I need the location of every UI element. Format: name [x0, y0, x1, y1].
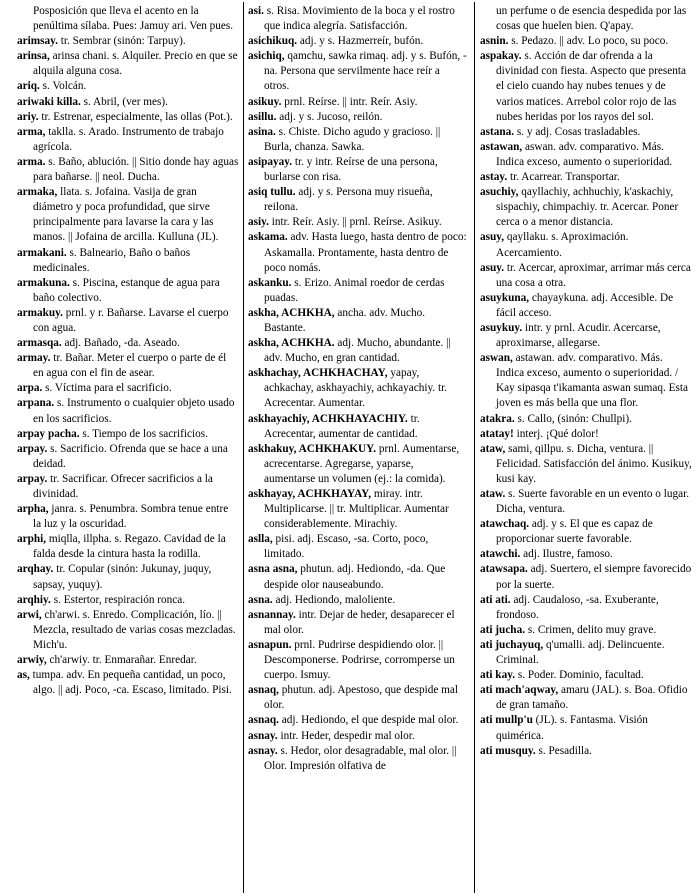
entry-headword: arqhiy.	[17, 593, 51, 606]
entry-definition: q'umalli. adj. Delincuente. Criminal.	[496, 638, 665, 667]
entry-definition: Posposición que lleva el acento en la penúltima sílaba. Pues: Jamuy ari. Ven pues.	[33, 5, 234, 33]
entry-definition: adj. Mucho, abundante. || adv. Mucho, en gran cantidad.	[264, 337, 451, 365]
entry-definition: adj. y s. Hazmerreír, bufón.	[297, 35, 424, 48]
entry-definition: s. Hedor, olor desagradable, mal olor. || Olor. Impresión olfativa de	[264, 744, 457, 772]
dictionary-entry	[248, 713, 467, 728]
dictionary-entry	[480, 517, 692, 547]
dictionary-entry	[17, 276, 239, 306]
entry-definition: s. Sacrificio. Ofrenda que se hace a una deidad.	[33, 442, 228, 470]
entry-headword: arpha,	[17, 503, 49, 516]
dictionary-entry	[17, 336, 239, 351]
entry-definition: arinsa chani. s. Alquiler. Precio en que se alquila alguna cosa.	[33, 50, 238, 78]
dictionary-entry	[248, 34, 467, 49]
entry-headword: asichiq,	[248, 50, 285, 63]
entry-definition: phutun. adj. Apestoso, que despide mal olor.	[264, 684, 459, 712]
dictionary-entry	[248, 125, 467, 155]
entry-definition: ancha. adv. Mucho. Bastante.	[264, 306, 426, 334]
dictionary-entry	[17, 442, 239, 472]
entry-headword: asiq tullu.	[248, 186, 296, 199]
entry-headword: armasqa.	[17, 337, 62, 350]
dictionary-entry	[17, 427, 239, 442]
dictionary-entry	[480, 230, 692, 260]
dictionary-entry	[17, 79, 239, 94]
entry-headword: ati mullp'u	[480, 714, 533, 727]
entry-definition: yapay, achkachay, askhayachiy, achkayachiy. tr. Acrecentar. Aumentar.	[264, 367, 448, 410]
entry-definition: s. Baño, ablución. || Sitio donde hay aguas para bañarse. || neol. Ducha.	[33, 155, 239, 184]
dictionary-entry	[248, 276, 467, 306]
entry-headword: atawchi.	[480, 548, 521, 561]
entry-headword: askanku.	[248, 276, 292, 289]
entry-definition: intr. Dejar de heder, desaparecer el mal olor.	[264, 608, 455, 636]
entry-definition: tr. Copular (sinón: Jukunay, juquy, sapsay, yuquy).	[33, 563, 212, 591]
entry-definition: s. Pesadilla.	[535, 744, 592, 757]
entry-definition: s. Suerte favorable en un evento o lugar. Dicha, ventura.	[496, 488, 690, 516]
entry-definition: adv. Hasta luego, hasta dentro de poco: Askamalla. Prontamente, hasta dentro de poco nomás.	[264, 231, 467, 274]
dictionary-entry	[17, 49, 239, 79]
entry-headword: armaka,	[17, 186, 58, 199]
entry-headword: asichikuq.	[248, 35, 298, 48]
entry-headword: astawan,	[480, 140, 523, 153]
dictionary-entry	[480, 351, 692, 411]
entry-headword: askhayachiy, ACHKHAYACHIY.	[248, 412, 408, 425]
entry-definition: s. Estertor, respiración ronca.	[50, 593, 186, 606]
entry-definition: tumpa. adv. En pequeña cantidad, un poco, algo. || adj. Poco, -ca. Escaso, limitado. Pisi.	[29, 669, 232, 697]
entry-definition: janra. s. Penumbra. Sombra tenue entre la luz y la oscuridad.	[33, 503, 229, 531]
entry-definition: miray. intr. Multiplicarse. || tr. Multiplicar. Aumentar considerablemente. Mirachiy.	[264, 488, 449, 531]
dictionary-entry	[248, 487, 467, 532]
entry-headword: aswan,	[480, 352, 513, 365]
entry-definition: adj. y s. Persona muy risueña, reilona.	[264, 186, 433, 214]
entry-definition: s. Risa. Movimiento de la boca y el rostro que indica alegría. Satisfacción.	[263, 5, 455, 33]
entry-headword: arpay.	[17, 472, 48, 485]
dictionary-entry	[480, 683, 692, 713]
dictionary-entry	[17, 381, 239, 396]
entry-definition: intr. Heder, despedir mal olor.	[277, 729, 415, 742]
dictionary-entry	[248, 215, 467, 230]
entry-headword: atawsapa.	[480, 563, 528, 576]
entry-headword: asna asna,	[248, 563, 298, 576]
entry-definition: s. Pedazo. || adv. Lo poco, su poco.	[508, 35, 669, 48]
entry-headword: ariwaki killa.	[17, 95, 81, 108]
dictionary-entry	[17, 396, 239, 426]
entry-headword: armakani.	[17, 246, 67, 259]
dictionary-entry	[248, 306, 467, 336]
entry-definition: adj. Hediondo, el que despide mal olor.	[278, 714, 459, 727]
dictionary-entry	[248, 593, 467, 608]
entry-definition: phutun. adj. Hediondo, -da. Que despide olor nauseabundo.	[264, 563, 446, 591]
dictionary-column-1	[17, 4, 239, 698]
column-divider	[474, 2, 475, 893]
dictionary-entry	[17, 608, 239, 653]
entry-definition: un perfume o de esencia despedida por las cosas que huelen bien. Q'apay.	[496, 5, 687, 33]
entry-headword: arinsa,	[17, 50, 50, 63]
dictionary-entry	[480, 442, 692, 487]
dictionary-entry	[480, 412, 692, 427]
dictionary-entry	[480, 623, 692, 638]
dictionary-entry	[17, 34, 239, 49]
entry-definition: ch'arwi. s. Enredo. Complicación, lío. || Mezcla, resultado de varias cosas mezcladas. Mich'u.	[33, 608, 236, 651]
entry-definition: llata. s. Jofaina. Vasija de gran diámetro y poca profundidad, que sirve principalmente para lavarse la cara y las manos. || Jofaina de arcilla. Kulluna (JL).	[33, 186, 219, 244]
entry-headword: asnay.	[248, 729, 278, 742]
entry-definition: s. Instrumento o cualquier objeto usado en los sacrificios.	[33, 397, 235, 425]
entry-definition: s. Crimen, delito muy grave.	[525, 623, 657, 636]
entry-headword: as,	[17, 669, 30, 682]
column-divider	[243, 2, 244, 893]
entry-headword: arma,	[17, 125, 46, 138]
dictionary-entry	[17, 502, 239, 532]
dictionary-column-2	[248, 4, 467, 774]
entry-definition: interj. ¡Qué dolor!	[513, 427, 599, 440]
entry-headword: arqhay.	[17, 563, 54, 576]
dictionary-entry	[248, 230, 467, 275]
entry-headword: asiy.	[248, 216, 269, 229]
entry-headword: arwi,	[17, 608, 42, 621]
entry-headword: aslla,	[248, 533, 273, 546]
entry-definition: chayaykuna. adj. Accesible. De fácil acceso.	[496, 291, 674, 319]
entry-headword: arpana.	[17, 397, 55, 410]
entry-headword: atakra.	[480, 412, 515, 425]
dictionary-entry	[480, 744, 692, 759]
entry-headword: armakuna.	[17, 276, 70, 289]
entry-definition: prnl. Aumentarse, acrecentarse. Agregarse, yaparse, aumentarse un volumen (ej.: la comida).	[264, 442, 460, 485]
dictionary-entry	[480, 140, 692, 170]
dictionary-entry	[480, 547, 692, 562]
entry-headword: astay.	[480, 171, 508, 184]
entry-headword: asikuy.	[248, 95, 282, 108]
entry-definition: adj. Ilustre, famoso.	[520, 548, 613, 561]
entry-headword: asina.	[248, 125, 276, 138]
dictionary-entry	[17, 155, 239, 185]
dictionary-entry	[480, 185, 692, 230]
entry-headword: ati juchayuq,	[480, 638, 544, 651]
dictionary-entry	[480, 261, 692, 291]
dictionary-entry	[480, 321, 692, 351]
entry-definition: s. Acción de dar ofrenda a la divinidad con fiesta. Aspecto que presenta el cielo cuando hay nubes tenues y de varios matices. Arrebol color rojo de las nubes heridas por los rayos del sol.	[496, 50, 686, 123]
dictionary-entry	[17, 185, 239, 245]
entry-headword: astana.	[480, 125, 515, 138]
dictionary-entry	[17, 110, 239, 125]
dictionary-entry	[17, 351, 239, 381]
entry-definition: amaru (JAL). s. Boa. Ofidio de gran tamaño.	[496, 684, 688, 712]
entry-headword: asipayay.	[248, 155, 293, 168]
entry-headword: atatay!	[480, 427, 514, 440]
dictionary-entry	[480, 487, 692, 517]
dictionary-entry	[248, 442, 467, 487]
entry-definition: s. Piscina, estanque de agua para baño colectivo.	[33, 276, 220, 304]
entry-headword: askhayay, ACHKHAYAY,	[248, 488, 372, 500]
entry-headword: asnay.	[248, 744, 278, 757]
entry-headword: arimsay.	[17, 35, 58, 48]
entry-headword: asuchiy,	[480, 186, 519, 199]
entry-headword: arpay pacha.	[17, 427, 80, 440]
entry-definition: taklla. s. Arado. Instrumento de trabajo agrícola.	[33, 125, 224, 153]
entry-headword: arpa.	[17, 382, 43, 395]
entry-headword: armay.	[17, 352, 51, 365]
dictionary-entry	[248, 4, 467, 34]
entry-headword: asuykuy.	[480, 321, 523, 334]
entry-headword: ati jucha.	[480, 623, 525, 636]
entry-definition: adj. Bañado, -da. Aseado.	[61, 337, 180, 350]
entry-headword: askhachay, ACHKHACHAY,	[248, 367, 388, 380]
dictionary-entry	[17, 246, 239, 276]
entry-definition: qayllaku. s. Aproximación. Acercamiento.	[496, 231, 629, 259]
entry-headword: arphi,	[17, 533, 47, 546]
entry-headword: asna.	[248, 593, 273, 606]
dictionary-entry	[480, 4, 692, 34]
dictionary-entry	[17, 472, 239, 502]
entry-headword: askha, ACHKHA,	[248, 306, 335, 319]
entry-definition: tr. Sacrificar. Ofrecer sacrificios a la divinidad.	[33, 472, 213, 500]
entry-definition: tr. Bañar. Meter el cuerpo o parte de él en agua con el fin de asear.	[33, 352, 227, 380]
entry-definition: s. Tiempo de los sacrificios.	[79, 427, 208, 440]
dictionary-entry	[248, 638, 467, 683]
entry-headword: ariy.	[17, 110, 39, 123]
dictionary-column-3	[480, 4, 692, 759]
dictionary-entry	[248, 729, 467, 744]
entry-definition: tr. Acarrear. Transportar.	[507, 171, 620, 184]
entry-definition: qamchu, sawka rimaq. adj. y s. Bufón, -na. Persona que servilmente hace reír a otros.	[264, 50, 467, 93]
entry-definition: (JL). s. Fantasma. Visión quimérica.	[496, 714, 648, 742]
entry-definition: s. Víctima para el sacrificio.	[42, 382, 172, 395]
dictionary-entry	[480, 593, 692, 623]
entry-headword: asnaq,	[248, 684, 279, 697]
dictionary-entry	[248, 110, 467, 125]
entry-headword: askama.	[248, 231, 288, 244]
dictionary-entry	[248, 336, 467, 366]
dictionary-entry	[248, 95, 467, 110]
entry-definition: adj. y s. Jucoso, reilón.	[276, 110, 383, 123]
entry-definition: adj. Hediondo, maloliente.	[272, 593, 396, 606]
entry-definition: tr. Estrenar, especialmente, las ollas (Pot.).	[38, 110, 233, 123]
dictionary-entry	[17, 653, 239, 668]
entry-definition: miqlla, illpha. s. Regazo. Cavidad de la falda desde la cintura hasta la rodilla.	[33, 533, 226, 561]
dictionary-entry	[17, 95, 239, 110]
dictionary-entry	[248, 608, 467, 638]
dictionary-entry	[17, 4, 239, 34]
entry-definition: aswan. adv. comparativo. Más. Indica exceso, aumento o superioridad.	[496, 140, 673, 168]
entry-headword: arwiy,	[17, 654, 47, 667]
dictionary-entry	[248, 412, 467, 442]
dictionary-entry	[248, 155, 467, 185]
dictionary-entry	[248, 744, 467, 774]
dictionary-entry	[480, 49, 692, 124]
entry-definition: prnl. Pudrirse despidiendo olor. || Descomponerse. Podrirse, corromperse un cuerpo. Ismuy.	[264, 638, 455, 682]
entry-definition: astawan. adv. comparativo. Más. Indica exceso, aumento o superioridad. / Kay sipasqa t'ikamanta aswan sumaq. Esta joven es más bella que una flor.	[496, 352, 688, 410]
entry-headword: asuy.	[480, 261, 505, 274]
entry-definition: s. Callo, (sinón: Chullpi).	[514, 412, 632, 425]
dictionary-entry	[17, 532, 239, 562]
entry-definition: s. Abril, (ver mes).	[80, 95, 168, 108]
entry-definition: tr. y intr. Reírse de una persona, burlarse con risa.	[264, 155, 438, 184]
entry-definition: s. Erizo. Animal roedor de cerdas puadas.	[264, 276, 445, 304]
dictionary-entry	[17, 125, 239, 155]
entry-headword: ataw,	[480, 442, 506, 455]
entry-definition: s. Chiste. Dicho agudo y gracioso. || Burla, chanza. Sawka.	[264, 125, 441, 153]
dictionary-entry	[248, 49, 467, 94]
entry-definition: adj. y s. El que es capaz de proporcionar suerte favorable.	[496, 518, 653, 546]
entry-headword: asnannay.	[248, 608, 296, 621]
dictionary-entry	[480, 562, 692, 592]
entry-headword: aspakay.	[480, 50, 522, 63]
dictionary-entry	[480, 125, 692, 140]
dictionary-entry	[480, 291, 692, 321]
entry-headword: ariq.	[17, 80, 40, 93]
entry-definition: adj. Suertero, el siempre favorecido por la suerte.	[496, 563, 692, 591]
entry-headword: arpay.	[17, 442, 48, 455]
entry-headword: atawchaq.	[480, 518, 530, 531]
entry-headword: armakuy.	[17, 306, 63, 319]
entry-headword: asuy,	[480, 231, 505, 244]
entry-definition: intr. Reír. Asiy. || prnl. Reírse. Asikuy.	[268, 216, 442, 229]
entry-definition: s. Volcán.	[39, 80, 87, 93]
entry-headword: ataw.	[480, 488, 506, 500]
entry-headword: asnaq.	[248, 714, 279, 727]
entry-definition: s. Poder. Dominio, facultad.	[515, 669, 644, 682]
dictionary-entry	[480, 713, 692, 743]
entry-headword: asuykuna,	[480, 291, 530, 304]
entry-headword: asnapun.	[248, 638, 292, 651]
entry-headword: askhakuy, ACHKHAKUY.	[248, 442, 377, 455]
entry-headword: asnin.	[480, 35, 509, 48]
entry-headword: asillu.	[248, 110, 277, 123]
dictionary-entry	[248, 683, 467, 713]
entry-definition: tr. Sembrar (sinón: Tarpuy).	[57, 35, 186, 48]
dictionary-entry	[480, 638, 692, 668]
entry-headword: ati kay.	[480, 669, 516, 682]
dictionary-entry	[248, 366, 467, 411]
entry-headword: ati ati.	[480, 593, 511, 606]
dictionary-entry	[480, 170, 692, 185]
dictionary-entry	[17, 668, 239, 698]
entry-definition: prnl. Reírse. || intr. Reír. Asiy.	[281, 95, 418, 108]
entry-definition: s. y adj. Cosas trasladables.	[514, 125, 641, 138]
dictionary-entry	[17, 593, 239, 608]
entry-definition: tr. Acrecentar, aumentar de cantidad.	[264, 412, 420, 440]
dictionary-entry	[248, 562, 467, 592]
entry-headword: arma.	[17, 155, 46, 168]
entry-headword: ati musquy.	[480, 744, 536, 757]
dictionary-entry	[248, 185, 467, 215]
entry-definition: s. Balneario, Baño o baños medicinales.	[33, 246, 191, 274]
entry-definition: pisi. adj. Escaso, -sa. Corto, poco, limitado.	[264, 533, 429, 561]
dictionary-entry	[248, 532, 467, 562]
entry-definition: prnl. y r. Bañarse. Lavarse el cuerpo con agua.	[33, 306, 229, 334]
entry-definition: tr. Acercar, aproximar, arrimar más cerca una cosa a otra.	[496, 261, 691, 289]
entry-definition: sami, qillpu. s. Dicha, ventura. || Felicidad. Satisfacción del ánimo. Kusikuy, kusi kay.	[496, 442, 692, 485]
entry-headword: ati mach'aqway,	[480, 684, 559, 697]
dictionary-entry	[480, 34, 692, 49]
entry-definition: qayllachiy, achhuchiy, k'askachiy, sispachiy, chimpachiy. tr. Acercar. Poner cerca o a menor distancia.	[496, 186, 679, 229]
dictionary-entry	[17, 562, 239, 592]
entry-definition: adj. Caudaloso, -sa. Exuberante, frondoso.	[496, 593, 659, 621]
dictionary-entry	[17, 306, 239, 336]
entry-headword: asi.	[248, 5, 264, 17]
dictionary-entry	[480, 668, 692, 683]
entry-headword: askha, ACHKHA.	[248, 337, 335, 350]
dictionary-entry	[480, 427, 692, 442]
entry-definition: ch'arwiy. tr. Enmarañar. Enredar.	[46, 654, 197, 667]
entry-definition: intr. y prnl. Acudir. Acercarse, aproximarse, allegarse.	[496, 321, 661, 350]
